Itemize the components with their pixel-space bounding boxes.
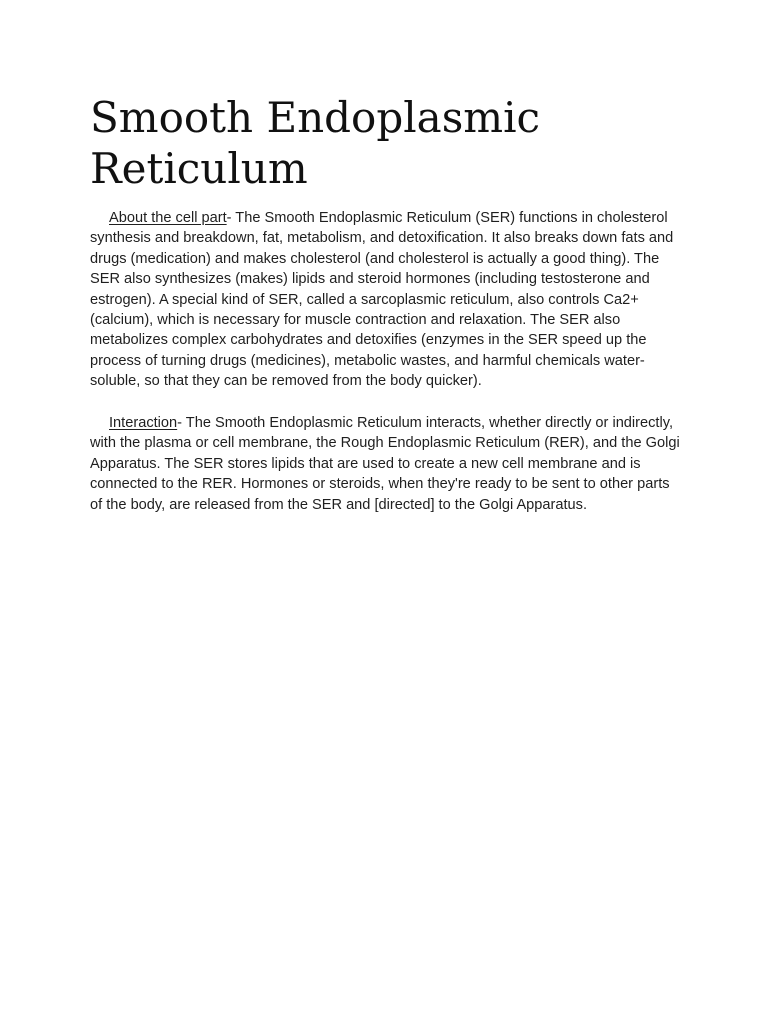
document-title: Smooth Endoplasmic Reticulum [90,93,541,193]
section-heading-interaction: Interaction [109,415,178,431]
section-heading-about: About the cell part [109,210,227,226]
section-body-about: - The Smooth Endoplasmic Reticulum (SER) functions in cholesterol synthesis and breakdown, fat, metabolism, and detoxification. It also breaks down fats and drugs (medication) and makes cholesterol (and cholesterol is actually a good thing). The SER also synthesizes (makes) lipids and steroid hormones (including testosterone and estrogen). A special kind of SER, called a sarcoplasmic reticulum, also controls Ca2+ (calcium), which is necessary for muscle contraction and relaxation. The SER also metabolizes complex carbohydrates and detoxifies (enzymes in the SER speed up the process of turning drugs (medicines), metabolic wastes, and harmful chemicals water-soluble, so that they can be removed from the body quicker). [90,210,674,390]
section-body-interaction: - The Smooth Endoplasmic Reticulum interacts, whether directly or indirectly, with the plasma or cell membrane, the Rough Endoplasmic Reticulum (RER), and the Golgi Apparatus. The SER stores lipids that are used to create a new cell membrane and is connected to the RER. Hormones or steroids, when they're ready to be sent to other parts of the body, are released from the SER and [directed] to the Golgi Apparatus. [90,415,680,513]
paragraph-about-cell-part [90,208,680,392]
paragraph-interaction [90,413,680,515]
